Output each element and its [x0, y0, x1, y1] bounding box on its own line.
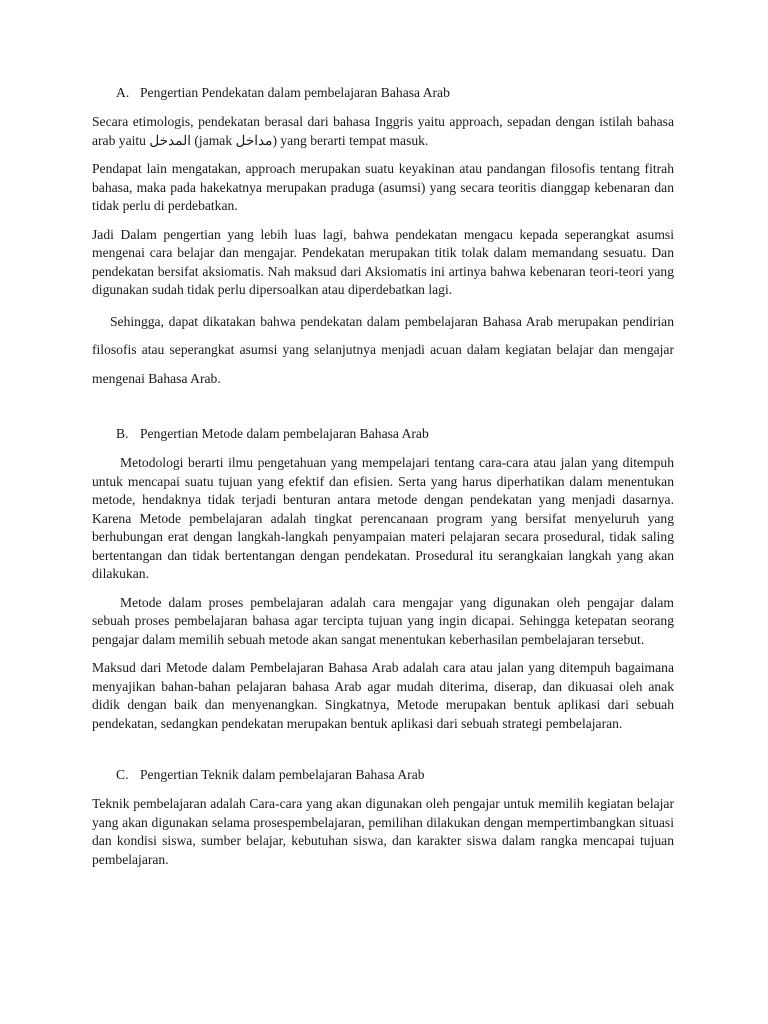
section-c-title: Pengertian Teknik dalam pembelajaran Bahasa Arab [140, 767, 425, 782]
section-b-number: B. [116, 426, 129, 441]
section-a-paragraph-2: Pendapat lain mengatakan, approach merupakan suatu keyakinan atau pandangan filosofis tentang fitrah bahasa, maka pada hakekatnya merupakan praduga (asumsi) yang secara teoritis dianggap kebenaran dan tidak perlu di perdebatkan. [92, 161, 674, 213]
section-c-paragraph-1: Teknik pembelajaran adalah Cara-cara yang akan digunakan oleh pengajar untuk memilih kegiatan belajar yang akan digunakan selama prosespembelajaran, pemilihan dilakukan dengan mempertimbangkan situasi dan kondisi siswa, sumber belajar, kebutuhan siswa, dan karakter siswa dalam rangka mencapai tujuan pembelajaran. [92, 796, 674, 867]
section-b-heading [92, 425, 674, 443]
section-c-heading [92, 766, 674, 784]
section-c-number: C. [116, 767, 129, 782]
section-b-paragraph-1: Metodologi berarti ilmu pengetahuan yang mempelajari tentang cara-cara atau jalan yang ditempuh untuk mencapai suatu tujuan yang efektif dan efisien. Serta yang harus diperhatikan dalam menentukan metode, hendaknya tidak terjadi benturan antara metode dengan pendekatan yang menjadi dasarnya. Karena Metode pembelajaran adalah tingkat perencanaan program yang bersifat menyeluruh yang berhubungan erat dengan langkah-langkah penyampaian materi pelajaran secara prosedural, tidak saling bertentangan dan tidak bertentangan dengan pendekatan. Prosedural itu serangkaian langkah yang akan dilakukan. [92, 455, 674, 581]
section-a-title: Pengertian Pendekatan dalam pembelajaran Bahasa Arab [140, 85, 450, 100]
section-b-paragraph-3: Maksud dari Metode dalam Pembelajaran Bahasa Arab adalah cara atau jalan yang ditempuh bagaimana menyajikan bahan-bahan pelajaran bahasa Arab agar mudah diterima, diserap, dan dikuasai oleh anak didik dengan baik dan menyenangkan. Singkatnya, Metode merupakan bentuk aplikasi dari sebuah pendekatan, sedangkan pendekatan merupakan bentuk aplikasi dari sebuah strategi pembelajaran. [92, 660, 674, 731]
section-b-paragraph-2: Metode dalam proses pembelajaran adalah cara mengajar yang digunakan oleh pengajar dalam sebuah proses pembelajaran bahasa agar tercipta tujuan yang ingin dicapai. Sehingga ketepatan seorang pengajar dalam memilih sebuah metode akan sangat menentukan keberhasilan pembelajaran tersebut. [92, 594, 674, 647]
section-a-number: A. [116, 85, 130, 100]
section-a-heading [92, 84, 674, 102]
document-page [92, 84, 674, 879]
section-a-paragraph-3: Jadi Dalam pengertian yang lebih luas lagi, bahwa pendekatan mengacu kepada seperangkat asumsi mengenai cara belajar dan mengajar. Pendekatan merupakan titik tolak dalam memandang sesuatu. Dan pendekatan bersifat aksiomatis. Nah maksud dari Aksiomatis ini artinya bahwa kebenaran teori-teori yang digunakan sudah tidak perlu dipersoalkan atau diperdebatkan lagi. [92, 226, 674, 297]
section-a-paragraph-1: Secara etimologis, pendekatan berasal dari bahasa Inggris yaitu approach, sepadan dengan istilah bahasa arab yaitu المدخل (jamak مداخل) yang berarti tempat masuk. [92, 114, 674, 148]
section-a-paragraph-4: Sehingga, dapat dikatakan bahwa pendekatan dalam pembelajaran Bahasa Arab merupakan pendirian filosofis atau seperangkat asumsi yang selanjutnya menjadi acuan dalam kegiatan belajar dan mengajar mengenai Bahasa Arab. [92, 313, 674, 386]
section-b-title: Pengertian Metode dalam pembelajaran Bahasa Arab [140, 426, 429, 441]
